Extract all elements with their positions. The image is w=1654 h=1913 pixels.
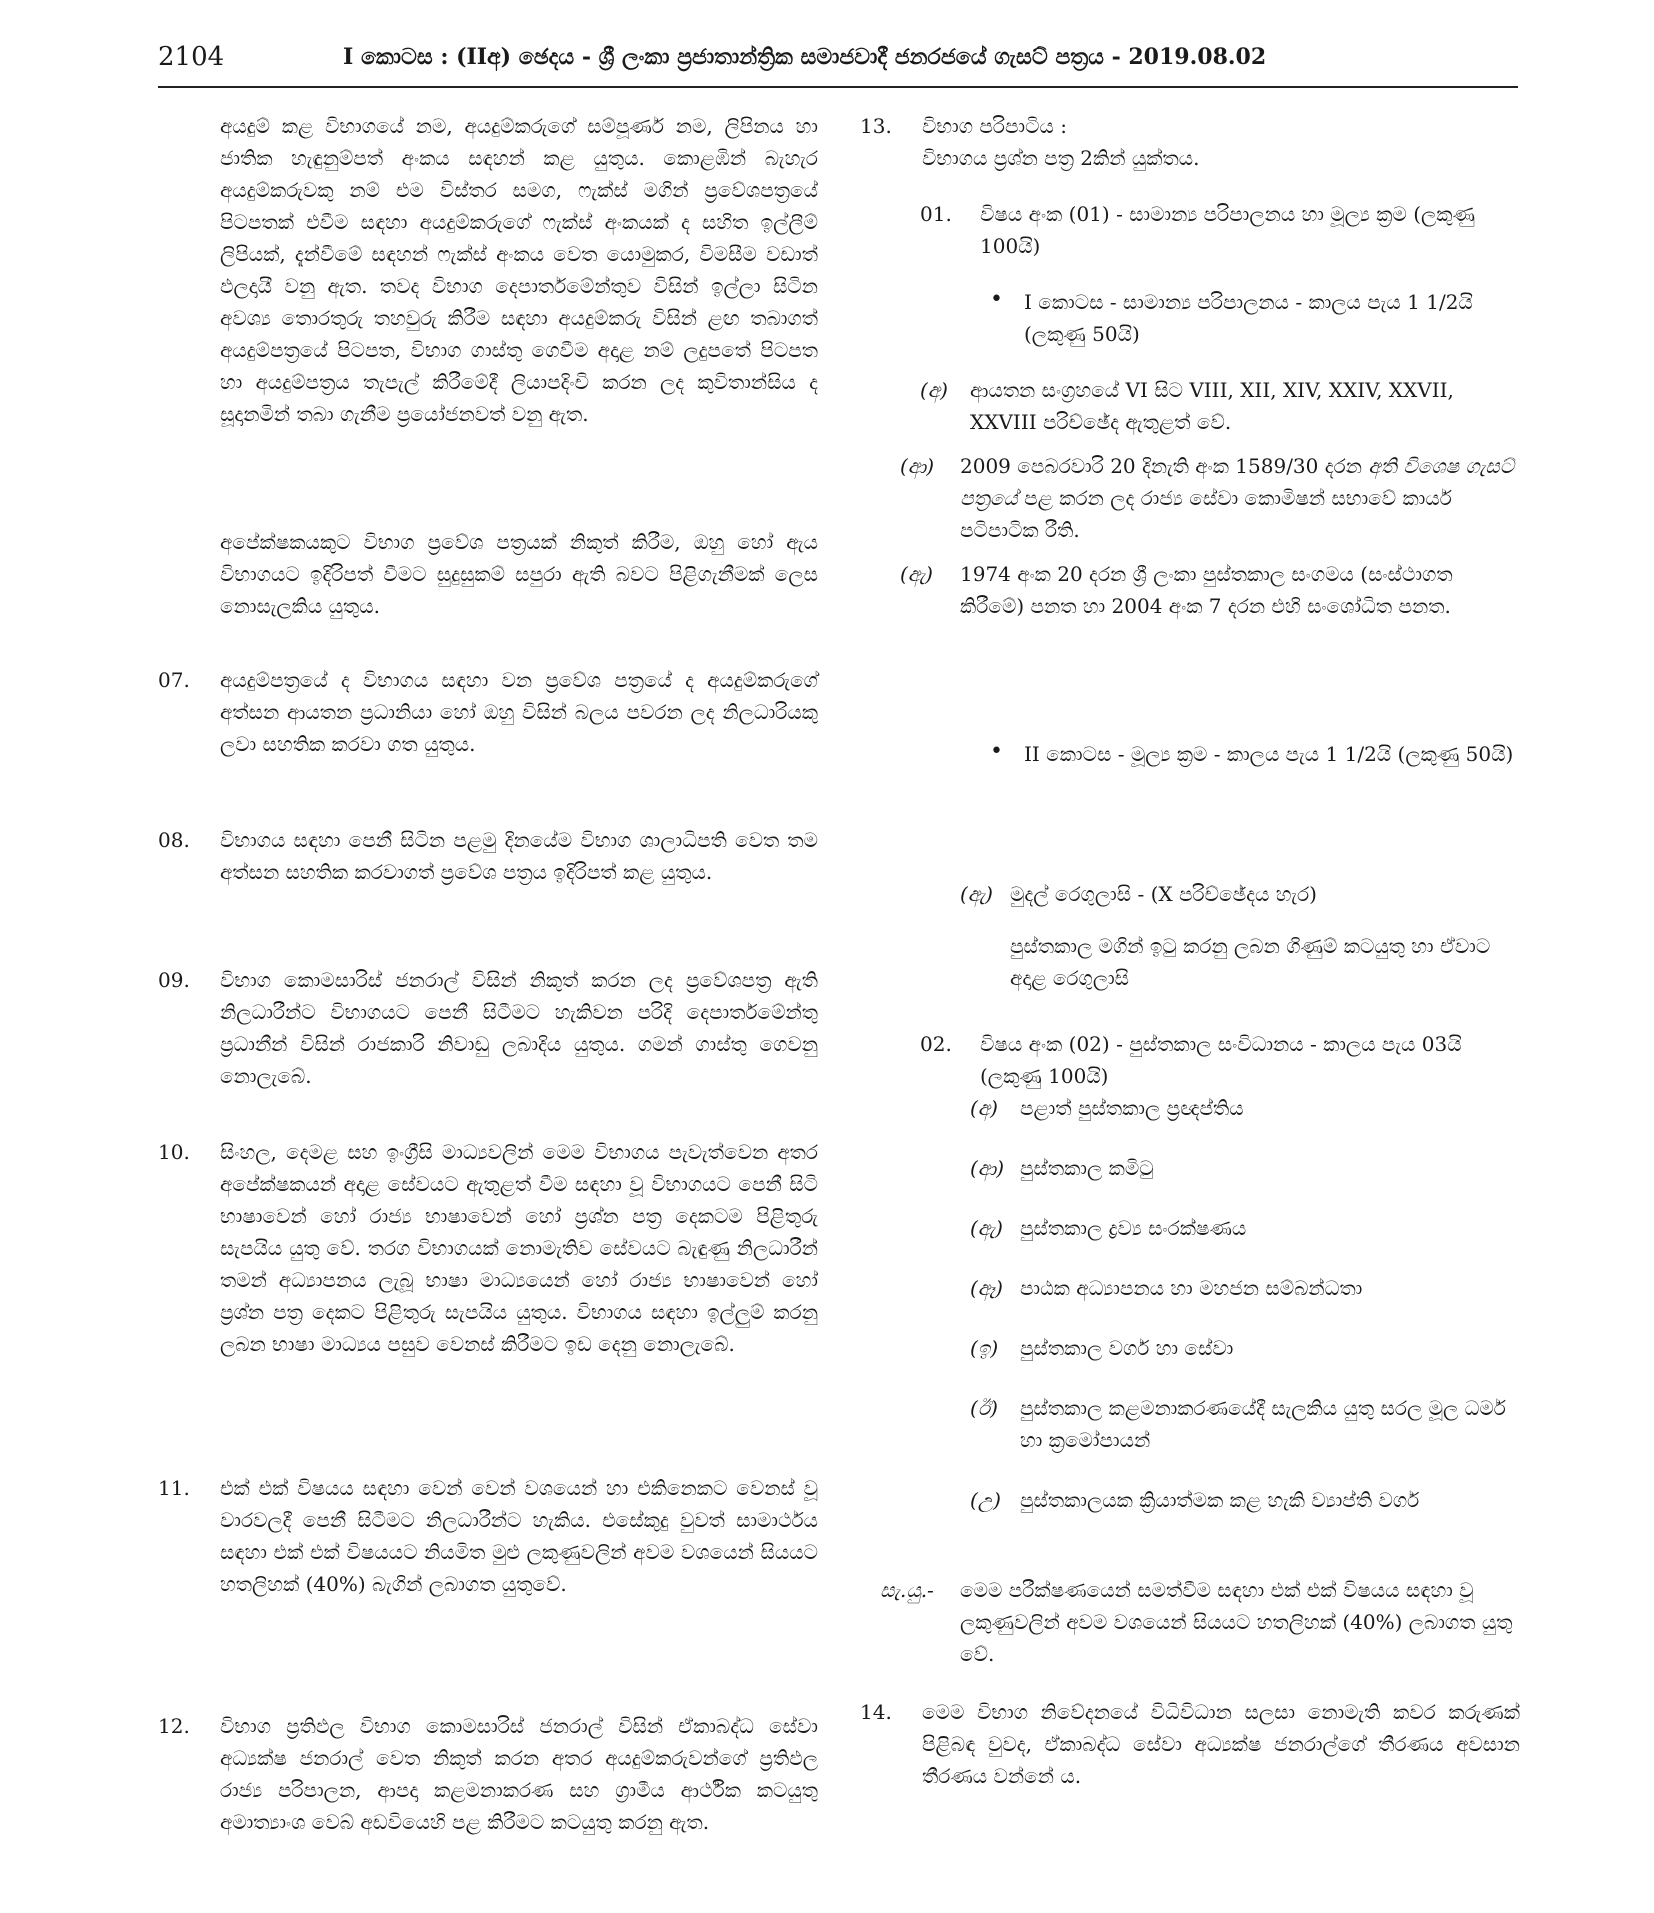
clause-13 [860,110,1520,198]
sub-text: මුදල් රෙගුලාසි - (X පරිච්ඡේදය හැර) [1010,882,1317,906]
part-1-sub-aa [900,450,1520,558]
sub-text: 1974 අංක 20 දරන ශ්‍රී ලංකා පුස්තකාල සංගමය (සංස්ථාගත කිරීමේ) පනත හා 2004 අංක 7 දරන එහි සංශෝධිත පනත. [960,562,1453,618]
part-1-sub-a [920,374,1520,450]
part-1-sub-ae [900,558,1520,738]
sub-mark: (ඇ) [900,562,933,586]
sub-text: පුස්තකාල කළමනාකරණයේදී සැලකිය යුතු සරල මූල ධර්ම හා ක්‍රමෝපායන් [1020,1396,1506,1452]
sub-mark: (ඇ) [960,882,993,906]
sub-text: ආයතන සංග්‍රහයේ VI සිට VIII, XII, XIV, XXIV, XXVII, XXVIII පරිච්ඡේද ඇතුළත් වේ. [970,378,1454,434]
clause-07 [158,664,818,824]
sub-text: පුස්තකාල ද්‍රව්‍ය සංරක්ෂණය [1020,1216,1247,1240]
intro-block-2 [158,526,818,664]
bullet-icon: • [990,287,1003,312]
left-column [158,110,818,1838]
sub-mark: (ආ) [900,454,935,478]
sub-text: පුස්තකාලයක ක්‍රියාත්මක කළ හැකි ව්‍යාප්ති වර්ග [1020,1488,1420,1512]
clause-number: 09. [158,968,190,992]
nb-note [880,1574,1520,1696]
clause-14 [860,1696,1520,1792]
clause-number: 13. [860,114,892,138]
sub-mark: (ඊ) [970,1396,998,1420]
sub-text-part: පළ කරන ලද රාජ්‍ය සේවා කොමිෂන් සභාවේ කාර්ය පටිපාටික රීති. [960,486,1452,542]
bullet-icon: • [990,739,1003,764]
clause-text: විභාග කොමසාරිස් ජනරාල් විසින් නිකුත් කරන ලද ප්‍රවේශපත්‍ර ඇති නිලධාරීන්ට විභාගයට පෙනී සිටීමට හැකිවන පරිදි දෙපාර්තමේන්තු ප්‍රධානීන් විසින් රාජකාරි නිවාඩු ලබාදිය යුතුය. ගමන් ගාස්තු ගෙවනු නොලැබේ. [220,968,818,1088]
clause-number: 12. [158,1714,190,1738]
sub-text: පාඨක අධ්‍යාපනය හා මහජන සම්බන්ධතා [1020,1276,1363,1300]
subject-2-sub-aee [970,1272,1520,1332]
subject-2-sub-u [970,1484,1520,1574]
subject-text: විෂය අංක (02) - පුස්තකාල සංවිධානය - කාලය පැය 03යි (ලකුණු 100යි) [980,1032,1462,1088]
sub-text-part: 2009 පෙබරවාරි 20 දිනැති අංක 1589/30 දරන [960,454,1369,478]
part-text: I කොටස - සාමාන්‍ය පරිපාලනය - කාලය පැය 1 1/2යි (ලකුණු 50යි) [1024,290,1473,346]
subject-2-sub-ii [970,1392,1520,1484]
right-column [860,110,1520,1792]
clause-number: 07. [158,668,190,692]
clause-11 [158,1472,818,1710]
intro-paragraph: අයදුම් කළ විභාගයේ නම, අයදුම්කරුගේ සම්පූර්ණ නම, ලිපිනය හා ජාතික හැඳුනුම්පත් අංකය සඳහන් කළ යුතුය. කොළඹින් බැහැර අයදුම්කරුවකු නම් එම විස්තර සමග, ෆැක්ස් මගින් ප්‍රවේශපත්‍රයේ පිටපතක් එවීම සඳහා අයදුම්කරුගේ ෆැක්ස් අංකයක් ද සහිත ඉල්ලීම් ලිපියක්, දැන්වීමේ සඳහන් ෆැක්ස් අංකය වෙත යොමුකර, විමසීම වඩාත් ඵලදායී වනු ඇත. තවද විභාග දෙපාර්තමේන්තුව විසින් ඉල්ලා සිටින අවශ්‍ය තොරතුරු තහවුරු කිරීම සඳහා අයදුම්කරු විසින් ළඟ තබාගත් අයදුම්පත්‍රයේ පිටපත, විභාග ගාස්තු ගෙවීම අදාළ නම් ලදුපතේ පිටපත හා අයදුම්පත්‍රය තැපැල් කිරීමේදී ලියාපදිංචි කරන ලද කුවිතාන්සිය ද සූදානමින් තබා ගැනීම ප්‍රයෝජනවත් වනු ඇත. [220,114,818,426]
intro-block [158,110,818,526]
clause-text: අයදුම්පත්‍රයේ ද විභාගය සඳහා වන ප්‍රවේශ පත්‍රයේ ද අයදුම්කරුගේ අත්සන ආයතන ප්‍රධානියා හෝ ඔහු විසින් බලය පවරන ලද නිලධාරියකු ලවා සහතික කරවා ගත යුතුය. [220,668,818,756]
sub-mark: (ඉ) [970,1336,999,1360]
sub-mark: (ඇ) [970,1216,1003,1240]
clause-09 [158,964,818,1136]
part-1 [990,286,1520,374]
part-2 [990,738,1520,878]
clause-number: 10. [158,1140,190,1164]
clause-subtitle: විභාගය ප්‍රශ්න පත්‍ර 2කින් යුක්තය. [922,146,1200,170]
sub-text-italic: අති විශෙෂ ගැසට් පත්‍රයේ [960,454,1515,510]
sub-text [960,450,1520,546]
sub-text: පුස්තකාල කමිටු [1020,1156,1154,1180]
subject-2-sub-a [970,1092,1520,1152]
clause-text: විභාගය සඳහා පෙනී සිටින පළමු දිනයේම විභාග ශාලාධිපති වෙත තම අත්සන සහතික කරවාගත් ප්‍රවේශ පත්‍රය ඉදිරිපත් කළ යුතුය. [220,828,818,884]
clause-text: විභාග ප්‍රතිඵල විභාග කොමසාරිස් ජනරාල් විසින් ඒකාබද්ධ සේවා අධ්‍යක්ෂ ජනරාල් වෙත නිකුත් කරන අතර අයදුම්කරුවන්ගේ ප්‍රතිඵල රාජ්‍ය පරිපාලන, ආපදා කළමනාකරණ සහ ග්‍රාමීය ආර්ථික කටයුතු අමාත්‍යාංශ වෙබ් අඩවියෙහි පළ කිරීමට කටයුතු කරනු ඇත. [220,1714,818,1834]
sub-mark: (ආ) [970,1156,1005,1180]
clause-number: 11. [158,1476,190,1500]
subject-text: විෂය අංක (01) - සාමාන්‍ය පරිපාලනය හා මූල්‍ය ක්‍රම (ලකුණු 100යි) [980,202,1475,258]
sub-mark: (අ) [970,1096,998,1120]
sub-text: පුස්තකාල වර්ග හා සේවා [1020,1336,1234,1360]
clause-title: විභාග පරිපාටිය : [922,114,1067,138]
subject-2-sub-ae [970,1212,1520,1272]
page-header [158,36,1518,90]
sub-mark: (උ) [970,1488,1001,1512]
nb-text: මෙම පරීක්ෂණයෙන් සමත්වීම සඳහා එක් එක් විෂයය සඳහා වූ ලකුණුවලින් අවම වශයෙන් සියයට හතලිහක් (40%) ලබාගත යුතු වේ. [960,1578,1513,1666]
subject-2-sub-aa [970,1152,1520,1212]
subject-number: 01. [920,202,952,226]
intro-paragraph-2: අපේක්ෂකයකුට විභාග ප්‍රවේශ පත්‍රයක් නිකුත් කිරීම, ඔහු හෝ ඇය විභාගයට ඉදිරිපත් වීමට සුදුසුකම් සපුරා ඇති බවට පිළිගැනීමක් ලෙස නොසැලකිය යුතුය. [220,530,818,618]
sub-mark: (අ) [920,378,948,402]
clause-08 [158,824,818,964]
running-title: I කොටස : (IIඅ) ඡෙදය - ශ්‍රී ලංකා ප්‍රජාතාන්ත්‍රික සමාජවාදී ජනරජයේ ගැසට් පත්‍රය - 2019.08.02 [343,44,1267,70]
subject-number: 02. [920,1032,952,1056]
part-text: II කොටස - මූල්‍ය ක්‍රම - කාලය පැය 1 1/2යි (ලකුණු 50යි) [1024,742,1514,766]
part-2-sub [960,878,1520,1028]
subject-2-sub-i [970,1332,1520,1392]
clause-text: එක් එක් විෂයය සඳහා වෙන් වෙන් වශයෙන් හා එකිනෙකට වෙනස් වූ වාරවලදී පෙනී සිටීමට නිලධාරීන්ට හැකිය. එසේකුදු වුවත් සාමාර්ථය සඳහා එක් එක් විෂයයට නියමිත මුළු ලකුණුවලින් අවම වශයෙන් සියයට හතලිහක් (40%) බැගින් ලබාගත යුතුවේ. [220,1476,818,1596]
clause-text: සිංහල, දෙමළ සහ ඉංග්‍රීසි මාධ්‍යවලින් මෙම විභාගය පැවැත්වෙන අතර අපේක්ෂකයන් අදාළ සේවයට ඇතුළත් වීම සඳහා වූ විභාගයට පෙනී සිටි භාෂාවෙන් හෝ රාජ්‍ය භාෂාවෙන් හෝ ප්‍රශ්න පත්‍ර දෙකටම පිළිතුරු සැපයිය යුතු වේ. තරග විභාගයක් නොමැතිව සේවයට බැඳුණු නිලධාරීන් තමන් අධ්‍යාපනය ලැබූ භාෂා මාධ්‍යයෙන් හෝ රාජ්‍ය භාෂාවෙන් හෝ ප්‍රශ්න පත්‍ර දෙකට පිළිතුරු සැපයිය යුතුය. විභාගය සඳහා ඉල්ලුම් කරනු ලබන භාෂා මාධ්‍යය පසුව වෙනස් කිරීමට ඉඩ දෙනු නොලැබේ. [220,1140,818,1356]
sub-mark: (ඈ) [970,1276,1003,1300]
header-rule [158,86,1518,88]
page-number: 2104 [158,42,225,72]
subject-01 [920,198,1520,286]
clause-text: මෙම විභාග නිවේදනයේ විධිවිධාන සලසා නොමැති කවර කරුණක් පිළිබඳ වුවද, ඒකාබද්ධ සේවා අධ්‍යක්ෂ ජනරාල්ගේ තීරණය අවසාන තීරණය වන්නේ ය. [922,1700,1520,1788]
sub-text: පළාත් පුස්තකාල ප්‍රඥප්තිය [1020,1096,1244,1120]
clause-number: 14. [860,1700,892,1724]
clause-number: 08. [158,828,190,852]
clause-10 [158,1136,818,1472]
clause-12 [158,1710,818,1838]
nb-mark: සැ.යු.- [880,1578,934,1602]
sub-note: පුස්තකාල මගින් ඉටු කරනු ලබන ගිණුම් කටයුතු හා ඒවාට අදාළ රෙගුලාසි [1010,934,1491,990]
subject-02 [920,1028,1520,1092]
